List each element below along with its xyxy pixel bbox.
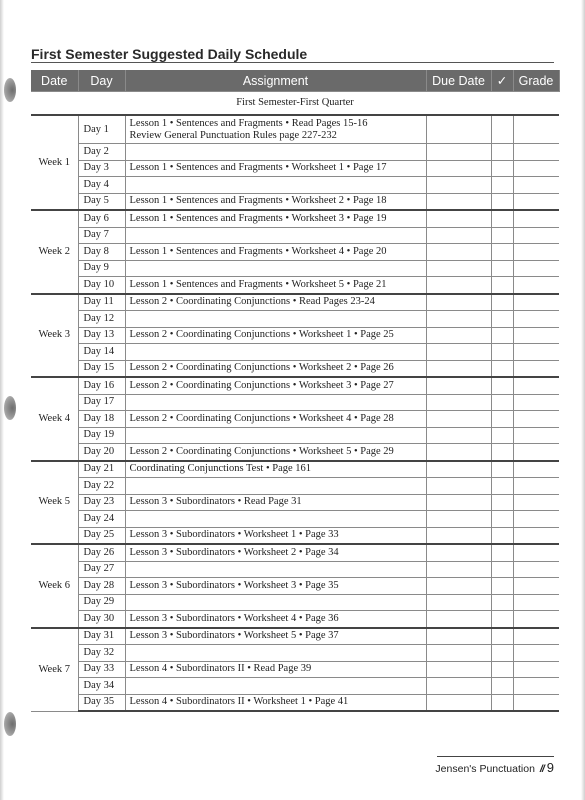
- schedule-row: [31, 210, 559, 227]
- grade-cell: [513, 160, 559, 177]
- assignment-cell: [125, 210, 426, 227]
- binder-hole-middle: [4, 396, 16, 420]
- grade-cell: [513, 678, 559, 695]
- assignment-cell: [125, 461, 426, 478]
- day-label: Day 26: [78, 544, 125, 561]
- schedule-row: [31, 294, 559, 311]
- schedule-row: [31, 511, 559, 528]
- assignment-text: Lesson 3 • Subordinators • Worksheet 5 • Page 37: [129, 630, 339, 642]
- schedule-row: [31, 193, 559, 210]
- header-due-date: Due Date: [426, 70, 491, 92]
- due-date-cell: [426, 210, 491, 227]
- schedule-row: [31, 544, 559, 561]
- day-label: Day 19: [78, 427, 125, 444]
- schedule-row: [31, 561, 559, 578]
- grade-cell: [513, 244, 559, 261]
- schedule-row: [31, 411, 559, 428]
- week-label: Week 1: [31, 115, 78, 210]
- due-date-cell: [426, 411, 491, 428]
- day-label: Day 18: [78, 411, 125, 428]
- day-label: Day 35: [78, 694, 125, 711]
- schedule-row: [31, 344, 559, 361]
- header-row: [31, 70, 559, 92]
- week-label: Week 2: [31, 210, 78, 294]
- check-cell: [491, 394, 513, 411]
- assignment-cell: [125, 694, 426, 711]
- assignment-cell: [125, 611, 426, 628]
- assignment-cell: [125, 444, 426, 461]
- day-label: Day 23: [78, 494, 125, 511]
- schedule-row: [31, 594, 559, 611]
- header-date: Date: [31, 70, 78, 92]
- due-date-cell: [426, 611, 491, 628]
- assignment-cell: [125, 594, 426, 611]
- check-cell: [491, 377, 513, 394]
- schedule-row: [31, 678, 559, 695]
- check-cell: [491, 160, 513, 177]
- day-label: Day 12: [78, 311, 125, 328]
- assignment-cell: [125, 360, 426, 377]
- assignment-cell: [125, 628, 426, 645]
- schedule-row: [31, 160, 559, 177]
- due-date-cell: [426, 377, 491, 394]
- quarter-label: First Semester-First Quarter: [31, 92, 559, 116]
- assignment-cell: [125, 394, 426, 411]
- check-cell: [491, 661, 513, 678]
- header-check: ✓: [491, 70, 513, 92]
- check-cell: [491, 244, 513, 261]
- due-date-cell: [426, 115, 491, 144]
- schedule-row: [31, 427, 559, 444]
- due-date-cell: [426, 294, 491, 311]
- assignment-text: Lesson 1 • Sentences and Fragments • Worksheet 3 • Page 19: [129, 212, 387, 224]
- page-edge-right: [581, 0, 585, 800]
- due-date-cell: [426, 578, 491, 595]
- assignment-text: Lesson 2 • Coordinating Conjunctions • Worksheet 3 • Page 27: [129, 379, 394, 391]
- assignment-cell: [125, 277, 426, 294]
- grade-cell: [513, 115, 559, 144]
- schedule-row: [31, 578, 559, 595]
- schedule-row: [31, 177, 559, 194]
- assignment-cell: [125, 578, 426, 595]
- assignment-cell: [125, 177, 426, 194]
- check-cell: [491, 511, 513, 528]
- grade-cell: [513, 327, 559, 344]
- assignment-cell: [125, 260, 426, 277]
- schedule-row: [31, 661, 559, 678]
- assignment-text: Review General Punctuation Rules page 227-232: [129, 129, 337, 141]
- grade-cell: [513, 227, 559, 244]
- check-cell: [491, 544, 513, 561]
- schedule-row: [31, 360, 559, 377]
- assignment-cell: [125, 544, 426, 561]
- grade-cell: [513, 527, 559, 544]
- schedule-row: [31, 260, 559, 277]
- grade-cell: [513, 611, 559, 628]
- grade-cell: [513, 411, 559, 428]
- check-cell: [491, 210, 513, 227]
- assignment-text: Lesson 3 • Subordinators • Worksheet 2 • Page 34: [129, 546, 339, 558]
- schedule-row: [31, 377, 559, 394]
- assignment-text: Lesson 4 • Subordinators II • Read Page 39: [129, 663, 312, 675]
- assignment-cell: [125, 227, 426, 244]
- assignment-cell: [125, 411, 426, 428]
- schedule-row: [31, 115, 559, 144]
- check-cell: [491, 561, 513, 578]
- assignment-cell: [125, 377, 426, 394]
- day-label: Day 4: [78, 177, 125, 194]
- due-date-cell: [426, 394, 491, 411]
- check-cell: [491, 645, 513, 662]
- schedule-row: [31, 144, 559, 161]
- day-label: Day 15: [78, 360, 125, 377]
- due-date-cell: [426, 327, 491, 344]
- grade-cell: [513, 494, 559, 511]
- check-cell: [491, 628, 513, 645]
- day-label: Day 13: [78, 327, 125, 344]
- grade-cell: [513, 377, 559, 394]
- due-date-cell: [426, 694, 491, 711]
- due-date-cell: [426, 461, 491, 478]
- day-label: Day 8: [78, 244, 125, 261]
- day-label: Day 20: [78, 444, 125, 461]
- week-label: Week 3: [31, 294, 78, 378]
- grade-cell: [513, 360, 559, 377]
- check-cell: [491, 327, 513, 344]
- grade-cell: [513, 694, 559, 711]
- schedule-row: [31, 645, 559, 662]
- due-date-cell: [426, 311, 491, 328]
- assignment-text: Lesson 2 • Coordinating Conjunctions • Read Pages 23-24: [129, 296, 375, 308]
- assignment-text: Coordinating Conjunctions Test • Page 161: [129, 463, 312, 475]
- check-cell: [491, 494, 513, 511]
- grade-cell: [513, 578, 559, 595]
- check-cell: [491, 461, 513, 478]
- schedule-row: [31, 394, 559, 411]
- check-cell: [491, 115, 513, 144]
- assignment-cell: [125, 511, 426, 528]
- grade-cell: [513, 294, 559, 311]
- day-label: Day 2: [78, 144, 125, 161]
- assignment-text: Lesson 3 • Subordinators • Read Page 31: [129, 496, 302, 508]
- due-date-cell: [426, 678, 491, 695]
- schedule-row: [31, 527, 559, 544]
- grade-cell: [513, 444, 559, 461]
- assignment-text: Lesson 1 • Sentences and Fragments • Worksheet 2 • Page 18: [129, 195, 387, 207]
- week-label: Week 4: [31, 377, 78, 461]
- day-label: Day 1: [78, 115, 125, 144]
- day-label: Day 5: [78, 193, 125, 210]
- schedule-table: [31, 70, 560, 712]
- assignment-cell: [125, 427, 426, 444]
- grade-cell: [513, 594, 559, 611]
- schedule-row: [31, 494, 559, 511]
- check-cell: [491, 578, 513, 595]
- schedule-row: [31, 611, 559, 628]
- grade-cell: [513, 210, 559, 227]
- grade-cell: [513, 561, 559, 578]
- header-grade: Grade: [513, 70, 559, 92]
- grade-cell: [513, 144, 559, 161]
- assignment-text: Lesson 2 • Coordinating Conjunctions • Worksheet 1 • Page 25: [129, 329, 394, 341]
- assignment-cell: [125, 527, 426, 544]
- assignment-text: Lesson 1 • Sentences and Fragments • Worksheet 1 • Page 17: [129, 162, 387, 174]
- due-date-cell: [426, 260, 491, 277]
- grade-cell: [513, 511, 559, 528]
- schedule-row: [31, 227, 559, 244]
- schedule-row: [31, 628, 559, 645]
- check-cell: [491, 144, 513, 161]
- assignment-text: Lesson 3 • Subordinators • Worksheet 3 • Page 35: [129, 579, 339, 591]
- grade-cell: [513, 478, 559, 495]
- assignment-cell: [125, 115, 426, 144]
- day-label: Day 32: [78, 645, 125, 662]
- day-label: Day 10: [78, 277, 125, 294]
- header-assignment: Assignment: [125, 70, 426, 92]
- day-label: Day 9: [78, 260, 125, 277]
- schedule-row: [31, 444, 559, 461]
- day-label: Day 33: [78, 661, 125, 678]
- check-cell: [491, 594, 513, 611]
- assignment-cell: [125, 144, 426, 161]
- binder-hole-top: [4, 78, 16, 102]
- check-cell: [491, 427, 513, 444]
- due-date-cell: [426, 444, 491, 461]
- day-label: Day 16: [78, 377, 125, 394]
- day-label: Day 25: [78, 527, 125, 544]
- assignment-text: Lesson 4 • Subordinators II • Worksheet 1 • Page 41: [129, 696, 349, 708]
- assignment-text: Lesson 2 • Coordinating Conjunctions • Worksheet 2 • Page 26: [129, 362, 394, 374]
- assignment-cell: [125, 645, 426, 662]
- assignment-cell: [125, 494, 426, 511]
- quarter-row: [31, 92, 559, 116]
- assignment-cell: [125, 311, 426, 328]
- schedule-row: [31, 478, 559, 495]
- day-label: Day 31: [78, 628, 125, 645]
- due-date-cell: [426, 645, 491, 662]
- grade-cell: [513, 193, 559, 210]
- footer-rule: [437, 756, 554, 757]
- day-label: Day 14: [78, 344, 125, 361]
- assignment-text: Lesson 3 • Subordinators • Worksheet 1 • Page 33: [129, 529, 339, 541]
- day-label: Day 22: [78, 478, 125, 495]
- due-date-cell: [426, 244, 491, 261]
- assignment-text: Lesson 2 • Coordinating Conjunctions • Worksheet 5 • Page 29: [129, 445, 394, 457]
- assignment-cell: [125, 244, 426, 261]
- footer-mark: //: [539, 763, 544, 775]
- check-cell: [491, 478, 513, 495]
- due-date-cell: [426, 227, 491, 244]
- due-date-cell: [426, 494, 491, 511]
- schedule-row: [31, 277, 559, 294]
- grade-cell: [513, 277, 559, 294]
- check-cell: [491, 344, 513, 361]
- due-date-cell: [426, 344, 491, 361]
- grade-cell: [513, 461, 559, 478]
- grade-cell: [513, 427, 559, 444]
- grade-cell: [513, 661, 559, 678]
- due-date-cell: [426, 661, 491, 678]
- schedule-row: [31, 311, 559, 328]
- due-date-cell: [426, 193, 491, 210]
- page-number: 9: [546, 760, 554, 775]
- due-date-cell: [426, 160, 491, 177]
- header-day: Day: [78, 70, 125, 92]
- due-date-cell: [426, 511, 491, 528]
- assignment-cell: [125, 344, 426, 361]
- day-label: Day 3: [78, 160, 125, 177]
- due-date-cell: [426, 527, 491, 544]
- check-cell: [491, 678, 513, 695]
- day-label: Day 17: [78, 394, 125, 411]
- grade-cell: [513, 344, 559, 361]
- check-cell: [491, 177, 513, 194]
- grade-cell: [513, 311, 559, 328]
- day-label: Day 21: [78, 461, 125, 478]
- assignment-cell: [125, 478, 426, 495]
- assignment-cell: [125, 160, 426, 177]
- due-date-cell: [426, 277, 491, 294]
- day-label: Day 6: [78, 210, 125, 227]
- day-label: Day 7: [78, 227, 125, 244]
- check-cell: [491, 294, 513, 311]
- assignment-text: Lesson 3 • Subordinators • Worksheet 4 • Page 36: [129, 612, 339, 624]
- schedule-body: [31, 92, 559, 712]
- grade-cell: [513, 394, 559, 411]
- day-label: Day 34: [78, 678, 125, 695]
- assignment-cell: [125, 678, 426, 695]
- due-date-cell: [426, 360, 491, 377]
- schedule-row: [31, 327, 559, 344]
- check-cell: [491, 227, 513, 244]
- assignment-cell: [125, 661, 426, 678]
- page-edge-left: [0, 0, 4, 800]
- check-cell: [491, 611, 513, 628]
- due-date-cell: [426, 478, 491, 495]
- assignment-cell: [125, 561, 426, 578]
- grade-cell: [513, 628, 559, 645]
- schedule-row: [31, 244, 559, 261]
- grade-cell: [513, 260, 559, 277]
- due-date-cell: [426, 144, 491, 161]
- check-cell: [491, 694, 513, 711]
- grade-cell: [513, 645, 559, 662]
- title-underline: [31, 62, 554, 63]
- page-footer: [435, 760, 554, 775]
- grade-cell: [513, 177, 559, 194]
- due-date-cell: [426, 561, 491, 578]
- day-label: Day 30: [78, 611, 125, 628]
- day-label: Day 24: [78, 511, 125, 528]
- schedule-row: [31, 694, 559, 711]
- assignment-text: Lesson 1 • Sentences and Fragments • Worksheet 4 • Page 20: [129, 245, 387, 257]
- assignment-text: Lesson 2 • Coordinating Conjunctions • Worksheet 4 • Page 28: [129, 412, 394, 424]
- schedule-row: [31, 461, 559, 478]
- binder-hole-bottom: [4, 712, 16, 736]
- day-label: Day 27: [78, 561, 125, 578]
- grade-cell: [513, 544, 559, 561]
- week-label: Week 6: [31, 544, 78, 628]
- check-cell: [491, 193, 513, 210]
- due-date-cell: [426, 177, 491, 194]
- day-label: Day 28: [78, 578, 125, 595]
- footer-book-title: Jensen's Punctuation: [435, 763, 535, 775]
- assignment-cell: [125, 327, 426, 344]
- due-date-cell: [426, 427, 491, 444]
- week-label: Week 5: [31, 461, 78, 545]
- day-label: Day 29: [78, 594, 125, 611]
- due-date-cell: [426, 594, 491, 611]
- check-cell: [491, 527, 513, 544]
- check-cell: [491, 444, 513, 461]
- check-cell: [491, 411, 513, 428]
- assignment-text: Lesson 1 • Sentences and Fragments • Read Pages 15-16: [129, 117, 368, 129]
- due-date-cell: [426, 544, 491, 561]
- assignment-cell: [125, 294, 426, 311]
- check-cell: [491, 360, 513, 377]
- day-label: Day 11: [78, 294, 125, 311]
- assignment-cell: [125, 193, 426, 210]
- week-label: Week 7: [31, 628, 78, 712]
- check-cell: [491, 277, 513, 294]
- check-cell: [491, 260, 513, 277]
- check-cell: [491, 311, 513, 328]
- page-title: First Semester Suggested Daily Schedule: [31, 46, 308, 62]
- due-date-cell: [426, 628, 491, 645]
- assignment-text: Lesson 1 • Sentences and Fragments • Worksheet 5 • Page 21: [129, 278, 387, 290]
